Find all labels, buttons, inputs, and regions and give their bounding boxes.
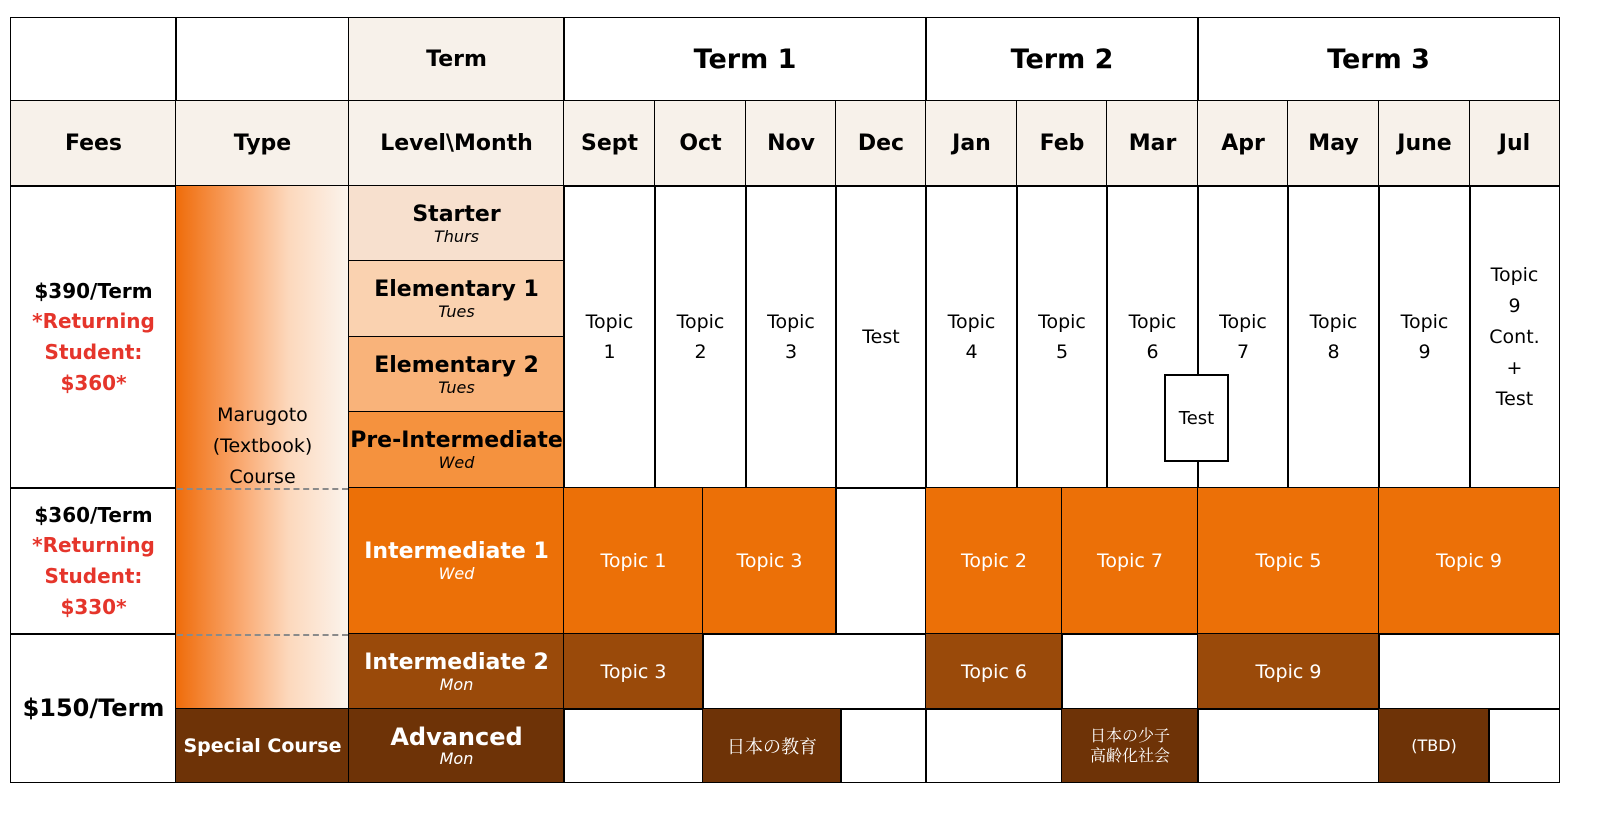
adv-cell-empty	[840, 708, 927, 783]
month-header-sept	[563, 100, 656, 187]
fee-cell-intermediate1	[10, 487, 177, 635]
term1-label: Term 1	[693, 44, 797, 75]
topic-label: Topic 1	[600, 550, 667, 572]
int1-cell-june-jul	[1378, 487, 1560, 635]
month-label: June	[1397, 131, 1452, 156]
int2-cell-term1-empty	[702, 633, 927, 710]
term3-label: Term 3	[1327, 44, 1430, 75]
topic-number: 4	[965, 341, 978, 363]
topic-word: Topic	[1219, 311, 1267, 333]
month-label: Sept	[580, 131, 639, 156]
topic-number: 1	[603, 341, 616, 363]
schedule-cell-jul	[1469, 185, 1560, 489]
month-header-dec	[835, 100, 927, 187]
month-header-may	[1287, 100, 1380, 187]
plus-sign: +	[1506, 356, 1523, 379]
int2-cell-term2	[925, 633, 1063, 710]
level-month-header	[348, 100, 565, 187]
type-header	[175, 100, 350, 187]
month-label: Apr	[1221, 131, 1265, 156]
term-label-header	[348, 17, 565, 102]
adv-cell-empty	[925, 708, 1063, 783]
topic-word: Topic	[1400, 311, 1449, 333]
blank-corner-cell	[10, 17, 177, 102]
level-name: Intermediate 1	[364, 539, 549, 564]
type-label-line: (Textbook)	[212, 435, 313, 457]
level-advanced	[348, 708, 565, 783]
level-pre-intermediate	[348, 411, 565, 489]
adv-cell-empty	[563, 708, 704, 783]
fees-header	[10, 100, 177, 187]
level-month-label: Level\Month	[380, 131, 533, 156]
topic-label: Topic 9	[1436, 550, 1502, 572]
dashed-divider	[177, 488, 348, 490]
int2-cell-term2-empty	[1061, 633, 1199, 710]
int1-cell-feb-mar	[1061, 487, 1199, 635]
adv-cell-term3	[1378, 708, 1490, 783]
topic-number: 3	[784, 341, 798, 363]
fee-cell-marugoto-basic	[10, 185, 177, 489]
int2-cell-term1	[563, 633, 704, 710]
int1-cell-oct-nov	[702, 487, 837, 635]
level-intermediate2	[348, 633, 565, 710]
term2-label: Term 2	[1010, 44, 1114, 75]
adv-cell-term1	[702, 708, 842, 783]
level-day: Wed	[438, 453, 475, 472]
schedule-cell-june	[1378, 185, 1471, 489]
fees-label: Fees	[64, 131, 123, 156]
test-label: Test	[862, 326, 900, 348]
schedule-cell-feb	[1016, 185, 1108, 489]
marugoto-course-label	[213, 400, 313, 493]
topic-number: 8	[1327, 341, 1340, 363]
month-label: Dec	[857, 131, 905, 156]
schedule-cell-oct	[654, 185, 747, 489]
int2-cell-term3-empty	[1378, 633, 1560, 710]
level-day: Thurs	[434, 226, 479, 246]
term3-header	[1197, 17, 1560, 102]
type-label: Type	[233, 131, 292, 156]
topic-label: Topic 9	[1255, 660, 1322, 683]
month-label: Feb	[1039, 131, 1085, 156]
level-name: Advanced	[390, 722, 523, 751]
level-day: Mon	[439, 674, 474, 694]
adv-cell-empty	[1488, 708, 1560, 783]
month-label: Oct	[679, 131, 722, 156]
month-label: Nov	[767, 131, 815, 156]
level-intermediate1	[348, 487, 565, 635]
level-starter	[348, 185, 565, 262]
schedule-cell-sept	[563, 185, 656, 489]
topic-word: Topic	[1128, 311, 1177, 333]
returning-student-note: Student:	[44, 339, 143, 364]
topic-number: 9	[1418, 341, 1431, 363]
fee-price: $390/Term	[34, 278, 153, 303]
level-name: Intermediate 2	[364, 649, 549, 675]
fee-price: $150/Term	[22, 694, 165, 722]
topic-label: Topic 7	[1097, 550, 1163, 572]
month-header-jul	[1469, 100, 1560, 187]
schedule-cell-jan	[925, 185, 1018, 489]
fee-cell-intermediate2-advanced	[10, 633, 177, 783]
test-label: Test	[1178, 407, 1215, 429]
type-label-line: Marugoto	[217, 404, 308, 426]
schedule-cell-nov	[745, 185, 837, 489]
topic-label: Topic 3	[600, 660, 667, 683]
int1-cell-sept-oct	[563, 487, 704, 635]
topic-word: Topic	[947, 311, 996, 333]
topic-word: Topic	[585, 311, 634, 333]
month-header-nov	[745, 100, 837, 187]
topic-word: Topic	[676, 311, 725, 333]
topic-number: 7	[1236, 341, 1250, 363]
level-elementary2	[348, 336, 565, 413]
topic-label: Topic 3	[736, 550, 803, 572]
level-day: Tues	[438, 377, 475, 397]
int1-cell-jan-feb	[925, 487, 1063, 635]
level-day: Mon	[439, 748, 474, 768]
schedule-cell-dec	[835, 185, 927, 489]
marugoto-course-type-cell	[175, 185, 350, 710]
term2-header	[925, 17, 1199, 102]
topic-label: Topic 5	[1255, 550, 1322, 572]
special-course-label: Special Course	[183, 734, 342, 757]
month-header-mar	[1106, 100, 1199, 187]
int1-cell-dec-empty	[835, 487, 927, 635]
month-header-jan	[925, 100, 1018, 187]
level-elementary1	[348, 260, 565, 338]
adv-cell-empty	[1197, 708, 1380, 783]
term-label: Term	[426, 47, 487, 72]
returning-student-price: $360*	[60, 370, 127, 395]
month-header-oct	[654, 100, 747, 187]
topic-word: Topic	[1309, 311, 1358, 333]
adv-cell-term2	[1061, 708, 1199, 783]
topic-word: Topic	[767, 311, 815, 333]
month-label: Jul	[1498, 131, 1531, 156]
level-name: Elementary 2	[374, 352, 539, 378]
special-course-type-cell	[175, 708, 350, 783]
month-header-apr	[1197, 100, 1289, 187]
topic-cont: Cont.	[1489, 325, 1540, 348]
topic-label: 日本の教育	[727, 736, 817, 758]
dashed-divider	[177, 634, 348, 636]
level-name: Starter	[412, 201, 501, 227]
schedule-cell-may	[1287, 185, 1380, 489]
topic-label: Topic 6	[961, 660, 1027, 683]
blank-type-header-cell	[175, 17, 350, 102]
term1-header	[563, 17, 927, 102]
month-header-feb	[1016, 100, 1108, 187]
topic-word: Topic	[1038, 311, 1086, 333]
topic-number: 5	[1055, 341, 1069, 363]
topic-label-line: 日本の少子	[1089, 725, 1170, 745]
march-test-box	[1164, 374, 1229, 462]
returning-student-note: *Returning	[32, 532, 155, 557]
fee-price: $360/Term	[34, 502, 153, 527]
topic-word: Topic	[1490, 263, 1539, 286]
level-day: Tues	[438, 302, 475, 321]
returning-student-note: Student:	[44, 563, 143, 588]
topic-label-line: 高齢化社会	[1089, 745, 1170, 765]
test-label: Test	[1495, 387, 1534, 410]
int1-cell-apr-may	[1197, 487, 1380, 635]
topic-label: Topic 2	[961, 550, 1027, 572]
level-name: Elementary 1	[374, 277, 539, 302]
returning-student-price: $330*	[60, 594, 127, 619]
level-name: Pre-Intermediate	[350, 428, 563, 453]
int2-cell-term3	[1197, 633, 1380, 710]
topic-label: (TBD)	[1411, 736, 1457, 755]
topic-number: 6	[1146, 341, 1159, 363]
type-label-line: Course	[229, 466, 296, 488]
topic-number: 2	[694, 341, 707, 363]
month-label: Jan	[952, 131, 991, 156]
month-label: May	[1308, 131, 1359, 156]
month-header-june	[1378, 100, 1471, 187]
month-label: Mar	[1128, 131, 1177, 156]
level-day: Wed	[438, 564, 475, 583]
returning-student-note: *Returning	[32, 308, 155, 333]
topic-number: 9	[1508, 294, 1521, 317]
